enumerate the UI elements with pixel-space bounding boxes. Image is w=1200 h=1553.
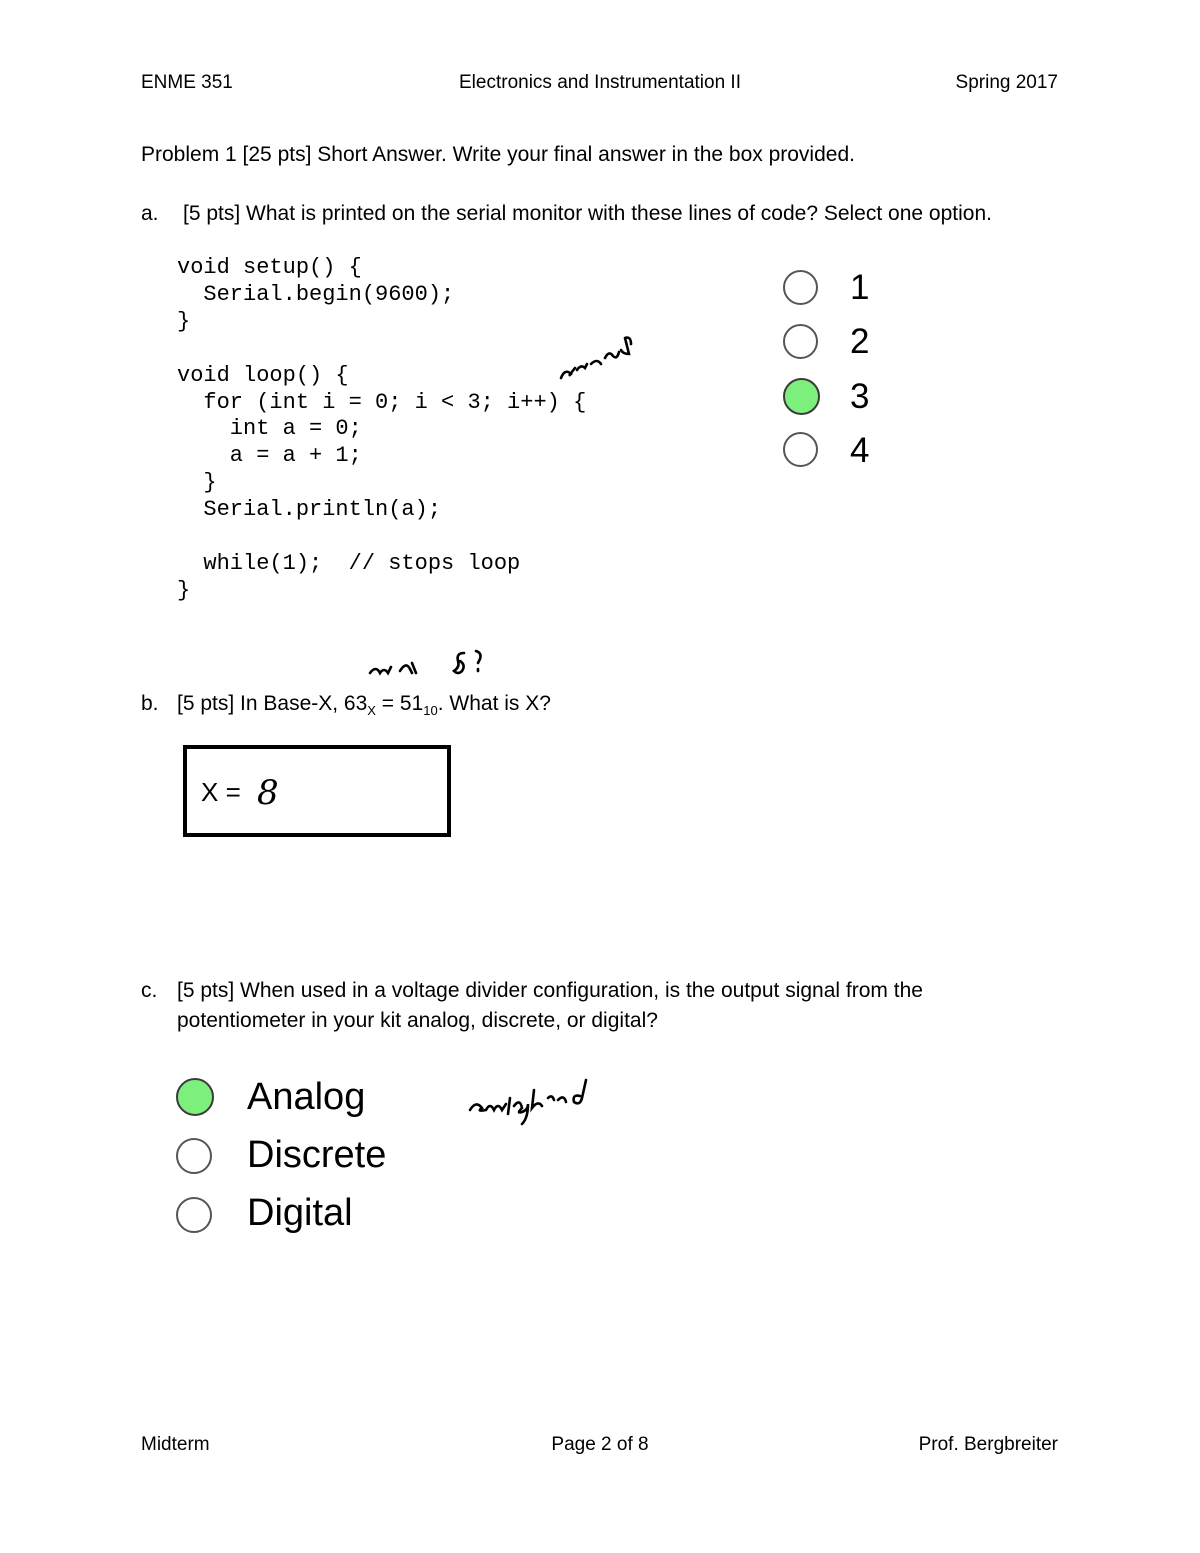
header-course: ENME 351 — [141, 72, 233, 93]
option-4-radio[interactable] — [783, 432, 818, 467]
handwritten-scribble-a — [555, 330, 645, 385]
part-b-question: [5 pts] In Base-X, $63_X = 51_{10}$. What is X? — [177, 692, 551, 719]
option-digital-radio[interactable] — [176, 1197, 212, 1233]
footer-right: Prof. Bergbreiter — [918, 1434, 1058, 1455]
option-1-radio[interactable] — [783, 270, 818, 305]
option-digital-label: Digital — [247, 1192, 353, 1234]
option-discrete-label: Discrete — [247, 1134, 387, 1176]
option-discrete-radio[interactable] — [176, 1138, 212, 1174]
part-a-letter: a. — [141, 202, 159, 225]
option-2-radio[interactable] — [783, 324, 818, 359]
option-3-radio-selected[interactable] — [783, 378, 820, 415]
footer-left: Midterm — [141, 1434, 210, 1455]
handwritten-scribble-c — [468, 1072, 608, 1132]
option-1-label: 1 — [850, 268, 870, 307]
code-block: void setup() { Serial.begin(9600); } void loop() { for (int i = 0; i < 3; i++) { int a = 0; a = a + 1; } Serial.println(a); while(1); // stops loop } — [177, 255, 587, 603]
footer-center: Page 2 of 8 — [551, 1434, 649, 1455]
option-3-label: 3 — [850, 377, 870, 416]
part-c-question-line2: potentiometer in your kit analog, discrete, or digital? — [177, 1009, 658, 1032]
part-c-question-line1: [5 pts] When used in a voltage divider configuration, is the output signal from the — [177, 979, 923, 1002]
header-term: Spring 2017 — [955, 72, 1058, 93]
option-analog-radio-selected[interactable] — [176, 1078, 214, 1116]
part-c-letter: c. — [141, 979, 158, 1002]
problem-heading: Problem 1 [25 pts] Short Answer. Write your final answer in the box provided. — [141, 143, 855, 166]
part-a-question: [5 pts] What is printed on the serial monitor with these lines of code? Select one option. — [183, 202, 992, 225]
part-b-letter: b. — [141, 692, 159, 715]
handwritten-answer: 8 — [257, 773, 279, 813]
option-4-label: 4 — [850, 431, 870, 470]
option-2-label: 2 — [850, 322, 870, 361]
answer-box[interactable] — [183, 745, 451, 837]
answer-label: X = — [201, 777, 241, 807]
option-analog-label: Analog — [247, 1076, 366, 1118]
handwritten-scribble-b — [368, 645, 493, 685]
header-title: Electronics and Instrumentation II — [459, 72, 741, 93]
